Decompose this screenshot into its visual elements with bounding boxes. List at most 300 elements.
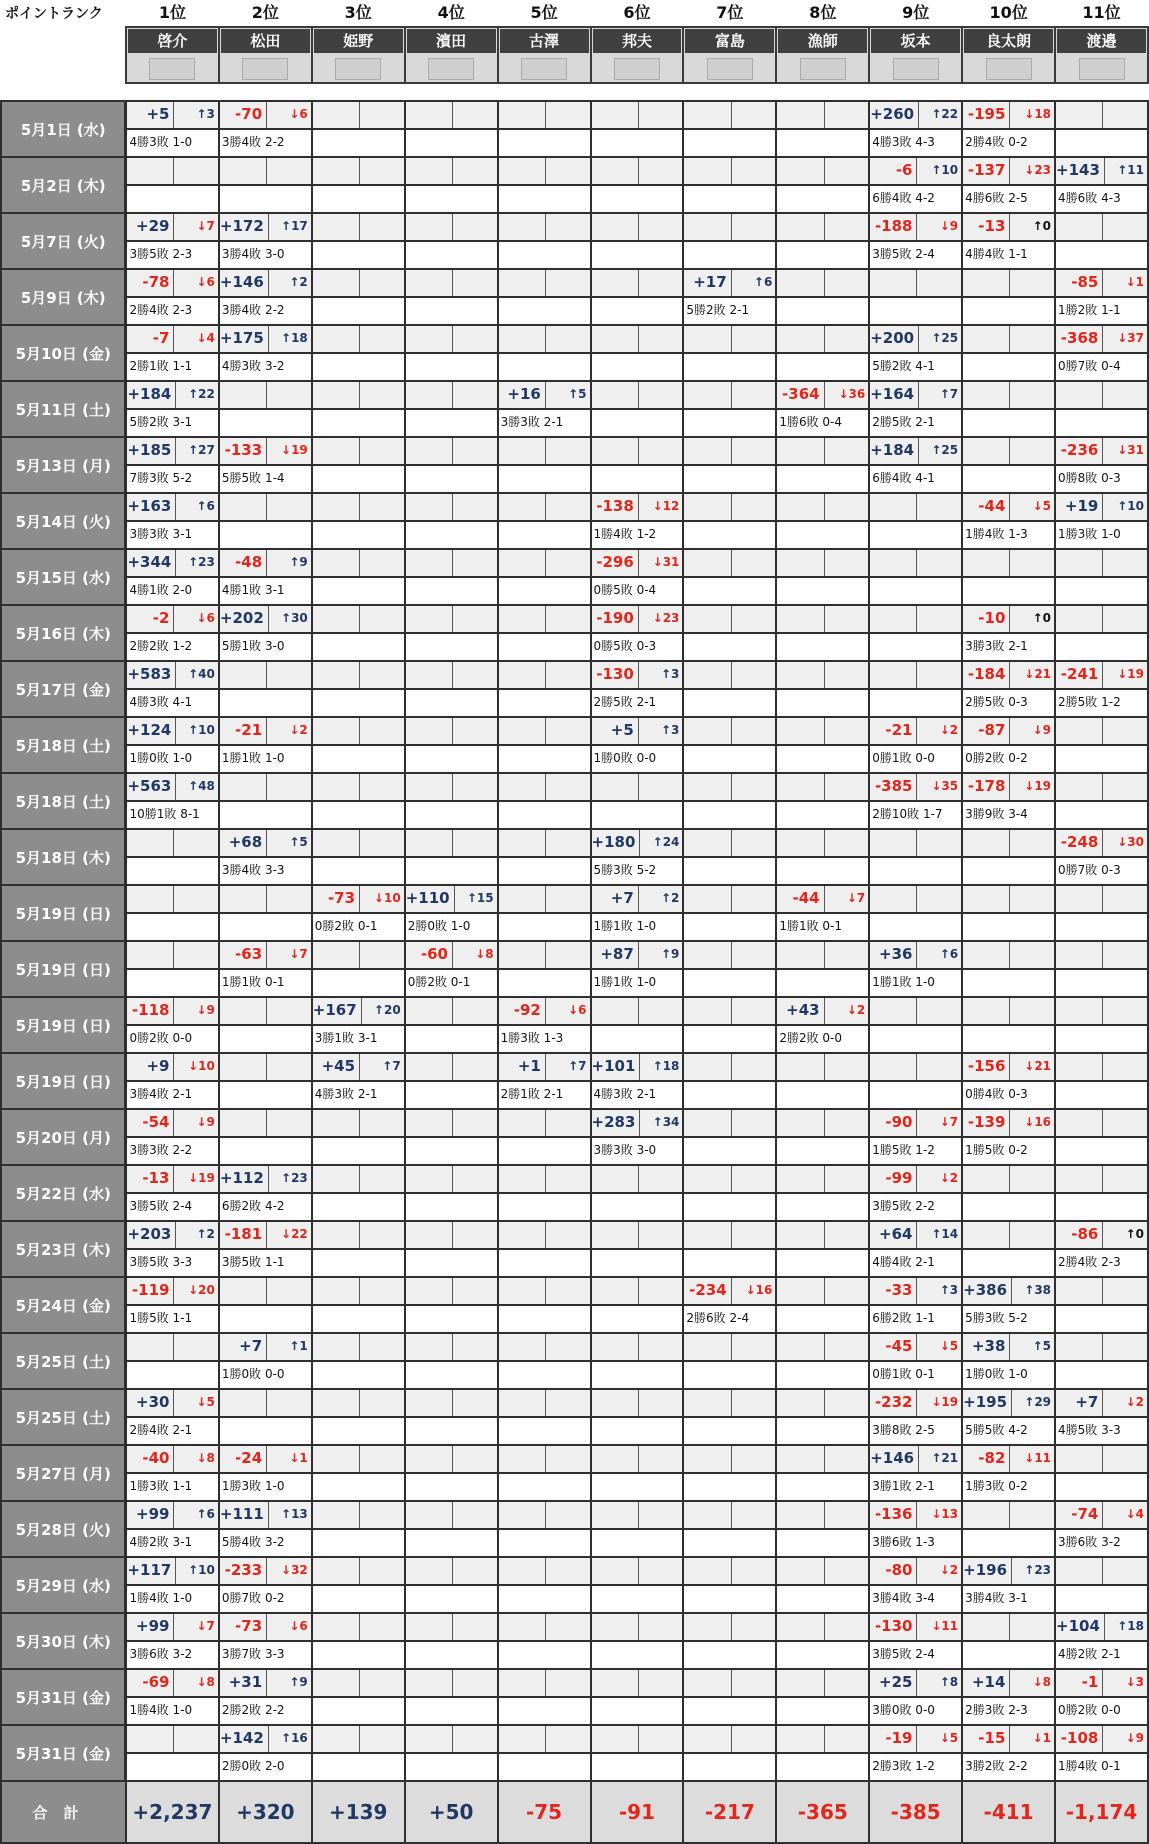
- score-pair: [777, 1614, 868, 1640]
- score-cell: [869, 717, 962, 745]
- score-cell: [1055, 661, 1148, 689]
- rank-label: 7位: [716, 3, 744, 22]
- score-pair: [1056, 998, 1147, 1024]
- record-cell: [312, 297, 405, 325]
- win-loss-record: 3勝4敗 3-4: [872, 1591, 935, 1605]
- score-pair: [777, 1670, 868, 1696]
- date-label: 5月18日 (土): [1, 773, 126, 829]
- rank-change: [546, 550, 590, 576]
- score-pair: [1056, 382, 1147, 408]
- player-filter-box[interactable]: [335, 58, 381, 80]
- score-pair: [777, 438, 868, 464]
- rank-change: [1010, 1166, 1054, 1192]
- win-loss-record: 4勝4敗 1-1: [965, 247, 1028, 261]
- points-value: -368: [1056, 326, 1103, 352]
- record-cell: [126, 1697, 219, 1725]
- points-value: [870, 1054, 917, 1080]
- record-cell: [498, 745, 591, 773]
- points-value: [406, 438, 453, 464]
- record-cell: [126, 1193, 219, 1221]
- score-cell: [591, 1501, 684, 1529]
- points-value: [777, 1726, 824, 1752]
- day-row-top: [1, 605, 1148, 633]
- score-pair: [499, 1726, 590, 1752]
- record-cell: [1055, 241, 1148, 269]
- record-cell: [1055, 185, 1148, 213]
- player-header-5[interactable]: [498, 27, 591, 83]
- rank-change: ↓16: [1024, 1115, 1052, 1129]
- player-name: 濱田: [407, 29, 496, 53]
- score-cell: [1055, 717, 1148, 745]
- record-cell: [126, 1025, 219, 1053]
- record-cell: [962, 241, 1055, 269]
- player-filter-box[interactable]: [614, 58, 660, 80]
- score-pair: [592, 1446, 683, 1472]
- points-value: -130: [592, 662, 639, 688]
- score-cell: [126, 1277, 219, 1305]
- points-value: [684, 942, 731, 968]
- record-cell: [776, 1305, 869, 1333]
- points-value: [592, 1502, 639, 1528]
- score-cell: [683, 1389, 776, 1417]
- record-cell: [869, 185, 962, 213]
- score-pair: [870, 1614, 961, 1640]
- points-value: -73: [313, 886, 360, 912]
- record-cell: [219, 409, 312, 437]
- points-value: [1056, 774, 1103, 800]
- points-value: [499, 718, 546, 744]
- player-filter-box[interactable]: [242, 58, 288, 80]
- rank-change: ↑9: [289, 555, 308, 569]
- points-value: [220, 998, 267, 1024]
- record-cell: [126, 521, 219, 549]
- score-cell: [219, 941, 312, 969]
- points-value: [406, 494, 453, 520]
- player-filter-box[interactable]: [428, 58, 474, 80]
- score-cell: [591, 381, 684, 409]
- record-cell: [312, 521, 405, 549]
- rank-change: [546, 662, 590, 688]
- points-value: +184: [127, 382, 176, 408]
- record-cell: [962, 521, 1055, 549]
- score-cell: [312, 1613, 405, 1641]
- score-pair: [127, 718, 217, 744]
- points-value: [406, 718, 453, 744]
- rank-change: ↓23: [1024, 163, 1052, 177]
- player-filter-box[interactable]: [707, 58, 753, 80]
- score-pair: [1056, 718, 1147, 744]
- rank-change: [1103, 774, 1147, 800]
- score-cell: [869, 1557, 962, 1585]
- score-pair: [592, 158, 683, 184]
- points-value: +29: [127, 214, 174, 240]
- record-cell: [126, 969, 219, 997]
- score-cell: [962, 493, 1055, 521]
- day-row-top: [1, 941, 1148, 969]
- score-cell: [405, 829, 498, 857]
- rank-change: [732, 886, 776, 912]
- day-row-top: [1, 997, 1148, 1025]
- score-cell: [498, 1109, 591, 1137]
- score-cell: [498, 717, 591, 745]
- points-value: [127, 830, 174, 856]
- score-pair: [406, 382, 497, 408]
- points-value: [406, 102, 453, 128]
- rank-change: [1103, 382, 1147, 408]
- score-cell: [405, 1725, 498, 1753]
- record-cell: [1055, 1025, 1148, 1053]
- rank-change: [360, 326, 404, 352]
- rank-change: [825, 830, 869, 856]
- record-cell: [405, 521, 498, 549]
- points-value: +17: [684, 270, 731, 296]
- score-pair: [870, 1222, 961, 1248]
- score-cell: [312, 1053, 405, 1081]
- rank-change: ↑6: [196, 1507, 215, 1521]
- score-cell: [312, 997, 405, 1025]
- points-value: -138: [592, 494, 639, 520]
- win-loss-record: 1勝4敗 1-2: [593, 527, 657, 541]
- record-cell: [1055, 689, 1148, 717]
- points-value: [499, 214, 546, 240]
- player-name: 渡邉: [1057, 29, 1146, 53]
- rank-change: [639, 1390, 683, 1416]
- points-value: +64: [870, 1222, 917, 1248]
- score-pair: [684, 1110, 775, 1136]
- player-header-7[interactable]: [683, 27, 776, 83]
- points-value: -178: [963, 774, 1010, 800]
- rank-change: ↓7: [196, 219, 215, 233]
- record-cell: [219, 1417, 312, 1445]
- record-cell: [1055, 1473, 1148, 1501]
- win-loss-record: 3勝4敗 3-0: [221, 247, 285, 261]
- player-filter-box[interactable]: [800, 58, 846, 80]
- player-header-11[interactable]: [1055, 27, 1148, 83]
- points-value: -99: [870, 1166, 917, 1192]
- score-cell: [591, 1557, 684, 1585]
- record-cell: [776, 1081, 869, 1109]
- rank-change: ↓5: [196, 1395, 215, 1409]
- win-loss-record: 3勝3敗 2-1: [500, 415, 564, 429]
- rank-change: [546, 1110, 590, 1136]
- score-cell: [126, 213, 219, 241]
- win-loss-record: 5勝2敗 4-1: [872, 359, 935, 373]
- score-cell: [776, 381, 869, 409]
- rank-label: 2位: [251, 3, 279, 22]
- score-cell: [962, 157, 1055, 185]
- points-value: [777, 1670, 824, 1696]
- score-cell: [869, 1165, 962, 1193]
- date-label: 5月18日 (木): [1, 829, 126, 885]
- rank-change: [1103, 718, 1147, 744]
- rank-change: ↑15: [466, 891, 494, 905]
- rank-change: [360, 494, 404, 520]
- points-value: -136: [870, 1502, 917, 1528]
- points-value: [313, 382, 360, 408]
- score-cell: [869, 1053, 962, 1081]
- score-pair: [499, 1446, 590, 1472]
- rank-change: ↓21: [1024, 667, 1052, 681]
- score-pair: [1056, 1110, 1147, 1136]
- win-loss-record: 2勝0敗 2-0: [221, 1759, 285, 1773]
- player-header-3[interactable]: [312, 27, 405, 83]
- score-cell: [683, 829, 776, 857]
- score-pair: [499, 718, 590, 744]
- score-pair: [313, 1390, 404, 1416]
- record-cell: [683, 801, 776, 829]
- points-value: [1056, 718, 1103, 744]
- win-loss-record: 4勝3敗 2-1: [593, 1087, 657, 1101]
- points-value: [963, 998, 1010, 1024]
- rank-change: [453, 1502, 497, 1528]
- player-filter-box[interactable]: [521, 58, 567, 80]
- score-cell: [219, 493, 312, 521]
- date-label: 5月28日 (火): [1, 1501, 126, 1557]
- rank-change: ↑2: [289, 275, 308, 289]
- player-header-1[interactable]: [126, 27, 219, 83]
- rank-change: [825, 494, 869, 520]
- score-pair: [963, 1166, 1054, 1192]
- record-cell: [683, 129, 776, 157]
- record-cell: [405, 1137, 498, 1165]
- score-cell: [869, 269, 962, 297]
- score-cell: [776, 101, 869, 129]
- rank-change: [917, 662, 961, 688]
- score-pair: [870, 326, 961, 352]
- player-header-4[interactable]: [405, 27, 498, 83]
- win-loss-record: 1勝3敗 1-1: [129, 1479, 193, 1493]
- score-pair: [127, 886, 217, 912]
- rank-change: [825, 1054, 869, 1080]
- score-cell: [776, 997, 869, 1025]
- player-filter-box[interactable]: [1079, 58, 1125, 80]
- player-name: 邦夫: [593, 29, 682, 53]
- player-header-6[interactable]: [591, 27, 684, 83]
- points-value: [499, 494, 546, 520]
- score-cell: [498, 325, 591, 353]
- points-value: [406, 1726, 453, 1752]
- points-value: +111: [220, 1502, 269, 1528]
- score-cell: [219, 1053, 312, 1081]
- day-row-top: [1, 1669, 1148, 1697]
- record-cell: [126, 1361, 219, 1389]
- score-cell: [498, 997, 591, 1025]
- points-value: [592, 382, 639, 408]
- score-pair: [684, 1670, 775, 1696]
- score-pair: [592, 270, 683, 296]
- rank-change: [360, 942, 404, 968]
- score-cell: [405, 1613, 498, 1641]
- points-value: [313, 1334, 360, 1360]
- record-cell: [1055, 1417, 1148, 1445]
- points-value: -10: [963, 606, 1010, 632]
- score-cell: [405, 1053, 498, 1081]
- record-cell: [683, 353, 776, 381]
- total-value: +50: [405, 1781, 498, 1843]
- record-cell: [1055, 521, 1148, 549]
- rank-change: ↓6: [196, 611, 215, 625]
- day-row-bottom: [1, 689, 1148, 717]
- player-filter-box[interactable]: [893, 58, 939, 80]
- record-cell: [219, 521, 312, 549]
- score-pair: [777, 214, 868, 240]
- points-value: [313, 1166, 360, 1192]
- score-pair: [684, 886, 775, 912]
- score-pair: [220, 494, 311, 520]
- points-value: +31: [220, 1670, 267, 1696]
- rank-change: ↑0: [1125, 1227, 1144, 1241]
- record-cell: [219, 241, 312, 269]
- score-pair: [1056, 326, 1147, 352]
- rank-change: [917, 886, 961, 912]
- rank-change: [732, 1502, 776, 1528]
- points-value: [1056, 1334, 1103, 1360]
- player-filter-box[interactable]: [986, 58, 1032, 80]
- player-header-8[interactable]: [776, 27, 869, 83]
- points-value: -232: [870, 1390, 917, 1416]
- record-cell: [683, 1417, 776, 1445]
- rank-change: [825, 1446, 869, 1472]
- win-loss-record: 0勝8敗 0-3: [1058, 471, 1121, 485]
- score-cell: [962, 605, 1055, 633]
- score-pair: [1056, 1726, 1147, 1752]
- date-label: 5月7日 (火): [1, 213, 126, 269]
- record-cell: [776, 1585, 869, 1613]
- player-header-2[interactable]: [219, 27, 312, 83]
- player-name: 漁師: [778, 29, 867, 53]
- rank-change: [732, 718, 776, 744]
- rank-change: [174, 942, 217, 968]
- points-value: [684, 606, 731, 632]
- record-cell: [405, 1417, 498, 1445]
- points-value: [313, 1278, 360, 1304]
- score-pair: [684, 830, 775, 856]
- points-value: [777, 1614, 824, 1640]
- score-cell: [962, 1165, 1055, 1193]
- record-cell: [312, 1305, 405, 1333]
- record-cell: [1055, 1193, 1148, 1221]
- rank-change: [732, 774, 776, 800]
- player-header-10[interactable]: [962, 27, 1055, 83]
- date-label: 5月1日 (水): [1, 101, 126, 157]
- score-pair: [963, 830, 1054, 856]
- points-value: +104: [1056, 1614, 1105, 1640]
- day-row-top: [1, 1389, 1148, 1417]
- points-value: -60: [406, 942, 453, 968]
- points-value: -181: [220, 1222, 267, 1248]
- score-pair: [777, 102, 868, 128]
- record-cell: [869, 1697, 962, 1725]
- record-cell: [869, 689, 962, 717]
- score-cell: [776, 437, 869, 465]
- rank-change: ↑9: [289, 1675, 308, 1689]
- rank-change: [1010, 1222, 1054, 1248]
- rank-change: ↓6: [196, 275, 215, 289]
- rank-change: [917, 606, 961, 632]
- score-pair: [313, 1222, 404, 1248]
- win-loss-record: 3勝6敗 1-3: [872, 1535, 935, 1549]
- rank-change: [453, 438, 497, 464]
- win-loss-record: 6勝4敗 4-2: [872, 191, 935, 205]
- score-pair: [870, 998, 961, 1024]
- day-row-top: [1, 549, 1148, 577]
- player-filter-box[interactable]: [149, 58, 195, 80]
- rank-change: [825, 1502, 869, 1528]
- score-pair: [1056, 774, 1147, 800]
- rank-change: [732, 1166, 776, 1192]
- points-value: +87: [592, 942, 639, 968]
- points-value: [406, 1278, 453, 1304]
- score-cell: [219, 381, 312, 409]
- player-header-9[interactable]: [869, 27, 962, 83]
- points-value: [592, 1726, 639, 1752]
- score-cell: [962, 325, 1055, 353]
- score-cell: [405, 885, 498, 913]
- score-cell: [498, 1277, 591, 1305]
- date-label: 5月2日 (木): [1, 157, 126, 213]
- points-value: +14: [963, 1670, 1010, 1696]
- record-cell: [591, 1529, 684, 1557]
- points-value: [1056, 1166, 1103, 1192]
- score-pair: [684, 1502, 775, 1528]
- score-pair: [777, 830, 868, 856]
- score-cell: [591, 1333, 684, 1361]
- record-cell: [219, 1585, 312, 1613]
- score-cell: [498, 1333, 591, 1361]
- points-value: [313, 1222, 360, 1248]
- record-cell: [869, 129, 962, 157]
- rank-change: ↓19: [1024, 779, 1052, 793]
- win-loss-record: 3勝4敗 3-1: [965, 1591, 1028, 1605]
- win-loss-record: 7勝3敗 5-2: [129, 471, 193, 485]
- record-cell: [1055, 1305, 1148, 1333]
- score-pair: [499, 1334, 590, 1360]
- record-cell: [962, 1753, 1055, 1781]
- score-pair: [684, 1166, 775, 1192]
- day-row-top: [1, 1557, 1148, 1585]
- score-cell: [312, 101, 405, 129]
- score-pair: [1056, 830, 1147, 856]
- rank-change: ↑10: [931, 163, 959, 177]
- rank-change: ↓31: [652, 555, 680, 569]
- score-cell: [405, 1501, 498, 1529]
- win-loss-record: 4勝5敗 3-3: [1058, 1423, 1121, 1437]
- points-value: [313, 438, 360, 464]
- score-cell: [776, 1725, 869, 1753]
- rank-change: [917, 494, 961, 520]
- points-value: [684, 1110, 731, 1136]
- win-loss-record: 3勝5敗 2-4: [872, 247, 935, 261]
- points-value: [499, 1726, 546, 1752]
- record-cell: [683, 689, 776, 717]
- day-row-top: [1, 773, 1148, 801]
- score-cell: [498, 1165, 591, 1193]
- corner-blank: [1, 27, 126, 83]
- score-cell: [591, 829, 684, 857]
- total-value: -91: [591, 1781, 684, 1843]
- record-cell: [962, 297, 1055, 325]
- points-value: -15: [963, 1726, 1010, 1752]
- win-loss-record: 5勝3敗 5-2: [593, 863, 657, 877]
- points-value: [684, 1166, 731, 1192]
- day-row-bottom: [1, 297, 1148, 325]
- rank-change: ↑34: [652, 1115, 680, 1129]
- rank-label: 4位: [437, 3, 465, 22]
- record-cell: [591, 297, 684, 325]
- rank-change: [1103, 1334, 1147, 1360]
- score-cell: [219, 717, 312, 745]
- record-cell: [219, 913, 312, 941]
